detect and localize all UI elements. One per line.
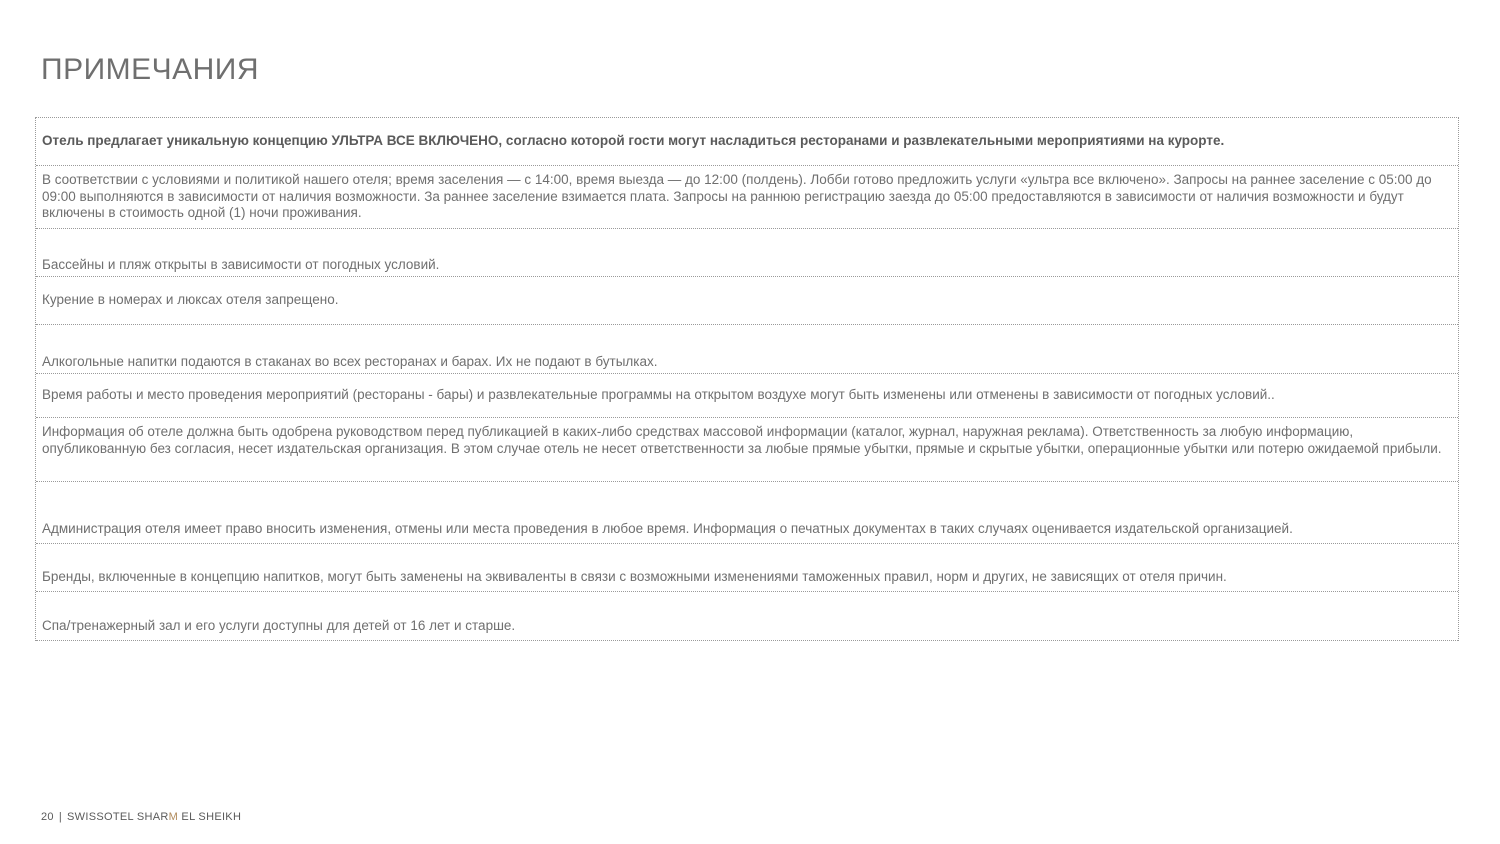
note-text: В соответствии с условиями и политикой нашего отеля; время заселения — с 14:00, время выезда — до 12:00 (полдень). Лобби готово предложить услуги «ультра все включено». Запросы на раннее заселение с 05:00 до 09:00 выполняются в зависимости от наличия возможности. За раннее заселение взимается плата. Запросы на раннюю регистрацию заезда до 05:00 предоставляются в зависимости от наличия возможности и будут включены в стоимость одной (1) ночи проживания. <box>42 172 1432 220</box>
notes-table <box>35 117 1459 641</box>
note-row <box>36 592 1458 641</box>
note-row <box>36 374 1458 418</box>
brand-name-part: EL SHEIKH <box>178 811 242 823</box>
note-text: Курение в номерах и люксах отеля запрещено. <box>42 292 339 307</box>
brand-name-accent: M <box>168 811 179 823</box>
note-row <box>36 118 1458 166</box>
note-text: Отель предлагает уникальную концепцию УЛЬТРА ВСЕ ВКЛЮЧЕНО, согласно которой гости могут насладиться ресторанами и развлекательными мероприятиями на курорте. <box>42 133 1225 149</box>
note-text: Спа/тренажерный зал и его услуги доступны для детей от 16 лет и старше. <box>42 617 516 633</box>
note-text: Администрация отеля имеет право вносить изменения, отмены или места проведения в любое время. Информация о печатных документах в таких случаях оценивается издательской организацией. <box>42 520 1293 536</box>
note-row <box>36 418 1458 482</box>
note-text: Время работы и место проведения мероприятий (рестораны - бары) и развлекательные программы на открытом воздухе могут быть изменены или отменены в зависимости от погодных условий.. <box>42 387 1275 403</box>
note-row <box>36 544 1458 592</box>
page-title: ПРИМЕЧАНИЯ <box>41 53 260 86</box>
note-row <box>36 482 1458 544</box>
page-number: 20 <box>41 811 54 823</box>
brand-name-part: SWISSOTEL SHAR <box>67 811 169 823</box>
note-text: Бренды, включенные в концепцию напитков, могут быть заменены на эквиваленты в связи с возможными изменениями таможенных правил, норм и других, не зависящих от отеля причин. <box>42 568 1227 584</box>
page-footer <box>41 811 241 823</box>
note-text: Бассейны и пляж открыты в зависимости от погодных условий. <box>42 256 440 272</box>
footer-separator: | <box>58 811 63 823</box>
note-row <box>36 325 1458 374</box>
note-row <box>36 166 1458 229</box>
note-row <box>36 277 1458 325</box>
note-text: Информация об отеле должна быть одобрена руководством перед публикацией в каких-либо средствах массовой информации (каталог, журнал, наружная реклама). Ответственность за любую информацию, опубликованную без согласия, несет издательская организация. В этом случае отель не несет ответственности за любые прямые убытки, прямые и скрытые убытки, операционные убытки или потерю ожидаемой прибыли. <box>42 424 1442 456</box>
note-row <box>36 229 1458 277</box>
note-text: Алкогольные напитки подаются в стаканах во всех ресторанах и барах. Их не подают в бутылках. <box>42 353 658 369</box>
